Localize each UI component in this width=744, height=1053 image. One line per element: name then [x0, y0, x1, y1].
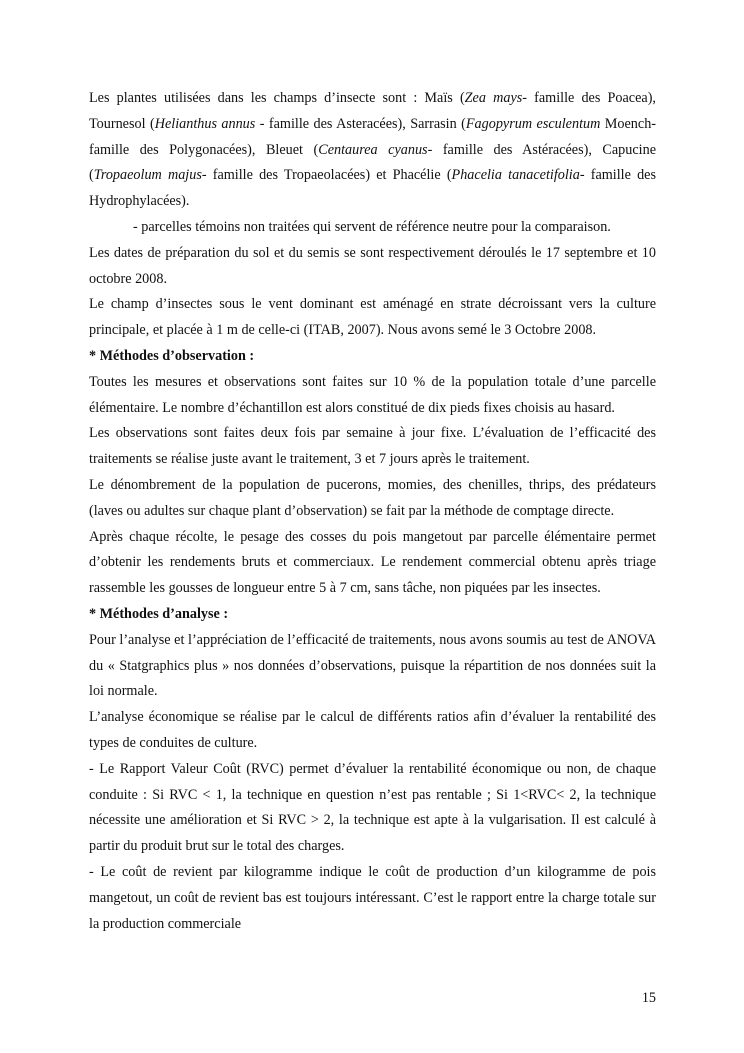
page-number: 15	[641, 990, 656, 1006]
document-body	[89, 86, 656, 937]
text-run: * Méthodes d’analyse :	[89, 605, 229, 622]
paragraph	[89, 705, 656, 757]
section-heading	[89, 602, 656, 628]
paragraph	[89, 215, 656, 241]
text-run: Toutes les mesures et observations sont faites sur 10 % de la population totale d’une parcelle élémentaire. Le nombre d’échantillon est alors constitué de dix pieds fixes choisis au hasard.	[89, 373, 656, 416]
species-name: Tropaeolum majus	[93, 167, 202, 184]
text-run: - Le coût de revient par kilogramme indique le coût de production d’un kilogramme de pois mangetout, un coût de revient bas est toujours intéressant. C’est le rapport entre la charge totale sur la production commerciale	[89, 863, 656, 932]
text-run: Les plantes utilisées dans les champs d’insecte sont : Maïs (	[89, 90, 465, 106]
text-run: Les observations sont faites deux fois par semaine à jour fixe. L’évaluation de l’efficacité des traitements se réalise juste avant le traitement, 3 et 7 jours après le traitement.	[89, 425, 656, 468]
species-name: Phacelia tanacetifolia	[451, 167, 580, 184]
text-run: - famille des Hydrophylacées).	[89, 167, 656, 210]
section-heading	[89, 344, 656, 370]
paragraph	[89, 241, 656, 293]
text-run: Après chaque récolte, le pesage des cosses du pois mangetout par parcelle élémentaire permet d’obtenir les rendements bruts et commerciaux. Le rendement commercial obtenu après triage rassemble les gousses de longueur entre 5 à 7 cm, sans tâche, non piquées par les insectes.	[89, 528, 656, 597]
paragraph	[89, 292, 656, 344]
paragraph	[89, 628, 656, 705]
text-run: - parcelles témoins non traitées qui servent de référence neutre pour la comparaison.	[133, 218, 611, 235]
species-name: Zea mays	[464, 90, 523, 106]
text-run: Moench- famille des Polygonacées), Bleuet (	[89, 115, 657, 158]
text-run: Le dénombrement de la population de pucerons, momies, des chenilles, thrips, des prédateurs (laves ou adultes sur chaque plant d’observation) se fait par la méthode de comptage directe.	[89, 476, 656, 519]
species-name: Helianthus annus	[154, 115, 256, 132]
text-run: * Méthodes d’observation :	[89, 347, 255, 364]
text-run: - famille des Astéracées), Capucine (	[89, 141, 657, 184]
text-run: - famille des Tropaeolacées) et Phacélie (	[201, 167, 452, 184]
text-run: Pour l’analyse et l’appréciation de l’efficacité de traitements, nous avons soumis au test de ANOVA du « Statgraphics plus » nos données d’observations, puisque la répartition de nos données suit la loi normale.	[89, 631, 656, 700]
paragraph	[89, 370, 656, 422]
text-run: Le champ d’insectes sous le vent dominant est aménagé en strate décroissant vers la culture principale, et placée à 1 m de celle-ci (ITAB, 2007). Nous avons semé le 3 Octobre 2008.	[89, 296, 656, 339]
paragraph	[89, 473, 656, 525]
text-run: L’analyse économique se réalise par le calcul de différents ratios afin d’évaluer la rentabilité des types de conduites de culture.	[89, 709, 656, 751]
paragraph	[89, 757, 656, 860]
text-run: Les dates de préparation du sol et du semis se sont respectivement déroulés le 17 septembre et 10 octobre 2008.	[89, 244, 656, 287]
text-run: - famille des Asteracées), Sarrasin (	[255, 115, 466, 132]
paragraph	[89, 860, 656, 937]
paragraph	[89, 525, 656, 602]
paragraph	[89, 86, 656, 215]
text-run: - Le Rapport Valeur Coût (RVC) permet d’évaluer la rentabilité économique ou non, de chaque conduite : Si RVC < 1, la technique en question n’est pas rentable ; Si 1<RVC< 2, la technique nécessite une amélioration et Si RVC > 2, la technique est apte à la vulgarisation. Il est calculé à partir du produit brut sur le total des charges.	[89, 760, 656, 855]
species-name: Centaurea cyanus	[318, 141, 428, 158]
text-run: - famille des Poacea), Tournesol (	[89, 90, 656, 132]
species-name: Fagopyrum esculentum	[465, 115, 601, 132]
paragraph	[89, 421, 656, 473]
